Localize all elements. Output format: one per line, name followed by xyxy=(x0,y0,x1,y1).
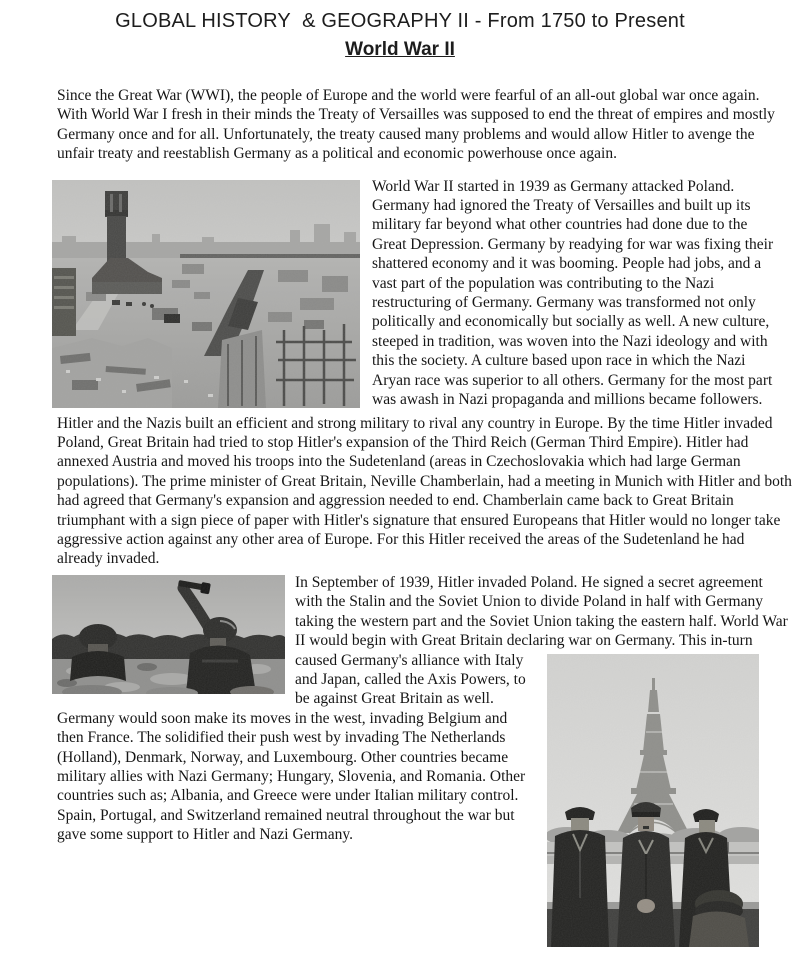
bombed-city-photo xyxy=(52,180,360,408)
eiffel-tower-photo xyxy=(547,654,759,947)
chamberlain-paragraph: Hitler and the Nazis built an efficient and strong military to rival any country in Europe. By the time Hitler invaded Poland, Great Britain had tried to stop Hitler's expansion of the Third Reich (German Third Empire). Hitler had annexed Austria and moved his troops into the Sudetenland (areas in Czechoslovakia which had large German populations). The prime minister of Great Britain, Neville Chamberlain, had a meeting in Munich with Hitler and both had agreed that Germany's expansion and aggression needed to end. Chamberlain came back to Great Britain triumphant with a sign piece of paper with Hitler's signature that ensured Europeans that Hitler would no longer take aggressive action against any other area of Europe. For this Hitler received the areas of the Sudetenland he had already invaded. xyxy=(57,414,792,568)
soldiers-photo xyxy=(52,575,285,694)
invasion-section xyxy=(57,573,792,947)
ww2-start-text: World War II started in 1939 as Germany attacked Poland. Germany had ignored the Treaty of Versailles and built up its military far beyond what other countries had done due to the Great Depression. Germany by readying for war was fixing their shattered economy and it was booming. People had jobs, and a vast part of the population was contributing to the Nazi restructuring of Germany. Germany was transformed not only politically and economically but socially as well. A new culture, steeped in tradition, was woven into the Nazi ideology and with this the society. A culture based upon race in which the Nazi Aryan race was superior to all others. Germany for the most part was awash in Nazi propaganda and millions became followers. xyxy=(372,177,774,409)
invasion-text-part2: on Germany. This in-turn caused Germany's alliance with Italy and Japan, called the Axis Powers, to be against Great Britain as well. Germany would soon make its moves in the west, invading Belgium and then France. The solidified their push west by invading The Netherlands (Holland), Denmark, Norway, and Luxembourg. Other countries became military allies with Nazi Germany; Hungary, Slovenia, and Romania. Other countries such as; Albania, and Greece were under Italian military control. Spain, Portugal, and Switzerland remained neutral throughout the war but gave some support to Hitler and Nazi Germany. xyxy=(57,632,753,844)
page-title: GLOBAL HISTORY & GEOGRAPHY II - From 1750 to Present xyxy=(115,10,685,32)
page-subtitle: World War II xyxy=(345,39,455,60)
ww2-start-section xyxy=(57,177,782,410)
intro-paragraph: Since the Great War (WWI), the people of Europe and the world were fearful of an all-out global war once again. With World War I fresh in their minds the Treaty of Versailles was supposed to end the threat of empires and mostly Germany once and for all. Unfortunately, the treaty caused many problems and would allow Hitler to avenge the unfair treaty and reestablish Germany as a political and economic powerhouse once again. xyxy=(57,87,775,163)
invasion-text-part1: In September of 1939, Hitler invaded Poland. He signed a secret agreement with the Stalin and the Soviet Union to divide Poland in half with Germany taking the western part and the Soviet Union taking the eastern half. World War II would begin with Great Britain declaring war xyxy=(295,573,788,650)
document-body xyxy=(0,86,800,947)
